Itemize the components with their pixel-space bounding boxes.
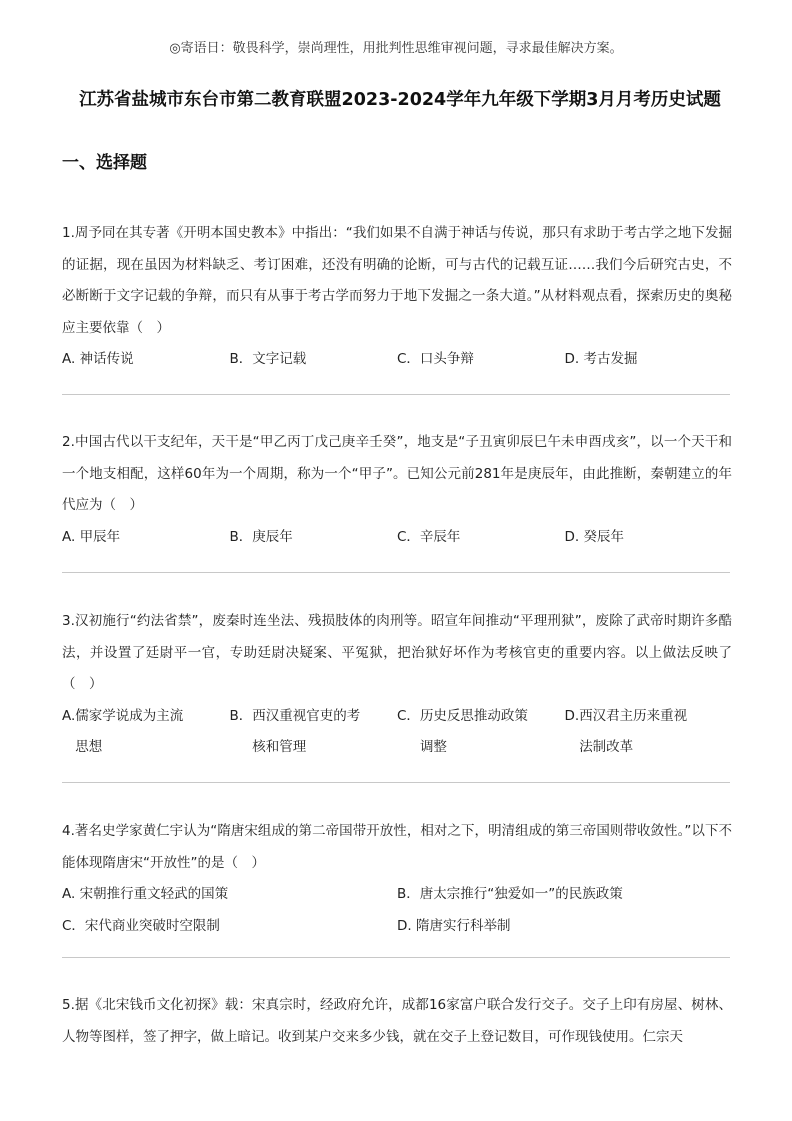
question-stem: 1.周予同在其专著《开明本国史教本》中指出：“我们如果不自满于神话与传说，那只有求助于考古学之地下发掘的证据，现在虽因为材料缺乏、考订困难，还没有明确的论断，可与古代的记载互证……我们今后研究古史，不必断断于文字记载的争辩，而只有从事于考古学而努力于地下发掘之一条大道。”从材料观点看，探索历史的奥秘应主要依靠（ ） <box>62 225 732 336</box>
page-title: 江苏省盐城市东台市第二教育联盟2023-2024学年九年级下学期3月月考历史试题 <box>79 90 721 110</box>
question-stem: 5.据《北宋钱币文化初探》载：宋真宗时，经政府允许，成都16家富户联合发行交子。交子上印有房屋、树林、人物等图样，签了押字，做上暗记。收到某户交来多少钱，就在交子上登记数目，可作现钱使用。仁宗天 <box>62 997 732 1045</box>
divider <box>62 394 730 395</box>
section-heading: 一、选择题 <box>62 153 147 173</box>
divider <box>62 957 730 958</box>
option-label: A. <box>62 707 76 724</box>
question-5 <box>62 990 732 1053</box>
option-label: D. <box>564 707 580 724</box>
option-d[interactable]: D. 隋唐实行科举制 <box>397 917 511 934</box>
options-row <box>62 522 732 554</box>
question-stem: 2.中国古代以干支纪年，天干是“甲乙丙丁戊己庚辛壬癸”，地支是“子丑寅卯辰巳午未申酉戌亥”，以一个天干和一个地支相配，这样60年为一个周期，称为一个“甲子”。已知公元前281年是庚辰年，由此推断，秦朝建立的年代应为（ ） <box>62 434 732 513</box>
options-row <box>62 701 732 764</box>
question-3 <box>62 606 732 764</box>
option-b[interactable] <box>230 701 398 764</box>
option-label: B． <box>229 707 253 724</box>
option-c[interactable] <box>397 701 565 764</box>
question-stem: 3.汉初施行“约法省禁”，废秦时连坐法、残损肢体的肉刑等。昭宣年间推动“平理刑狱”，废除了武帝时期许多酷法，并设置了廷尉平一官，专助廷尉决疑案、平冤狱，把治狱好坏作为考核官吏的重要内容。以上做法反映了（ ） <box>62 613 732 692</box>
option-a[interactable] <box>62 701 230 764</box>
options-row <box>62 344 732 376</box>
option-c[interactable]: C．口头争辩 <box>397 351 474 367</box>
option-text: 历史反思推动政策调整 <box>419 707 528 755</box>
option-a[interactable]: A. 甲辰年 <box>62 528 121 545</box>
option-label: C． <box>397 707 420 724</box>
option-text: 西汉君主历来重视法制改革 <box>579 707 688 755</box>
question-2 <box>62 427 732 553</box>
option-b[interactable]: B．庚辰年 <box>229 528 293 545</box>
option-d[interactable] <box>565 701 733 764</box>
motto-line: ◎寄语日：敬畏科学，崇尚理性，用批判性思维审视问题，寻求最佳解决方案。 <box>169 41 623 56</box>
option-d[interactable]: D. 考古发掘 <box>564 351 638 367</box>
option-c[interactable]: C．宋代商业突破时空限制 <box>62 917 220 934</box>
option-d[interactable]: D. 癸辰年 <box>564 528 624 545</box>
option-a[interactable]: A. 神话传说 <box>62 351 134 367</box>
options-grid <box>62 879 732 942</box>
option-text: 儒家学说成为主流思想 <box>75 707 184 755</box>
option-a[interactable]: A. 宋朝推行重文轻武的国策 <box>62 886 229 902</box>
question-1 <box>62 218 732 376</box>
option-b[interactable]: B．唐太宗推行“独爱如一”的民族政策 <box>397 886 623 902</box>
option-b[interactable]: B．文字记载 <box>229 351 307 367</box>
divider <box>62 782 730 783</box>
option-c[interactable]: C．辛辰年 <box>397 528 461 545</box>
divider <box>62 572 730 573</box>
question-4 <box>62 816 732 942</box>
option-text: 西汉重视官吏的考核和管理 <box>252 707 361 755</box>
question-stem: 4.著名史学家黄仁宇认为“隋唐宋组成的第二帝国带开放性，相对之下，明清组成的第三帝国则带收敛性。”以下不能体现隋唐宋“开放性”的是（ ） <box>62 823 732 871</box>
